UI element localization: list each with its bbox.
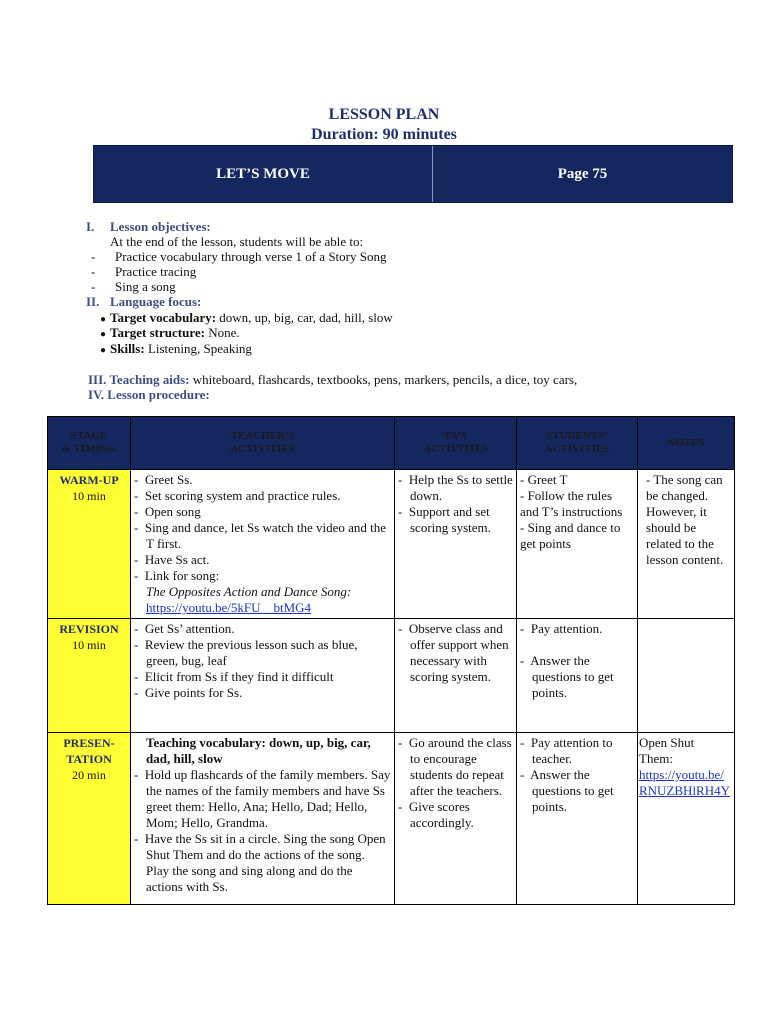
table-row-revision xyxy=(48,619,735,733)
revision-ta: - Observe class and offer support when necessary with scoring system. xyxy=(395,619,517,733)
notes-song-link[interactable]: https://youtu.be/RNUZBHlRH4Y xyxy=(639,767,731,798)
procedure-heading: IV. Lesson procedure: xyxy=(88,387,210,402)
header-notes: NOTES xyxy=(638,417,735,470)
language-heading: II. Language focus: xyxy=(86,294,202,309)
duration-title: Duration: 90 minutes xyxy=(311,126,457,143)
presentation-notes: Open Shut Them: https://youtu.be/RNUZBHlRH4Y xyxy=(638,733,735,905)
unit-name: LET’S MOVE xyxy=(94,146,433,202)
song-link[interactable]: https://youtu.be/5kFU__btMG4 xyxy=(146,600,312,615)
bullet-icon: ● xyxy=(100,345,107,356)
header-ta: TA’S ACTIVITIES xyxy=(395,417,517,470)
bullet-icon: ● xyxy=(100,329,107,340)
teaching-aids: III. Teaching aids: whiteboard, flashcards, textbooks, pens, markers, pencils, a dice, toy cars, xyxy=(88,372,578,387)
objective-item: - Sing a song xyxy=(91,279,176,294)
warmup-ta: - Help the Ss to settle down. - Support and set scoring system. xyxy=(395,470,517,619)
language-skills: ● Skills: Listening, Speaking xyxy=(100,341,252,356)
bullet-icon: ● xyxy=(100,314,107,325)
presentation-teacher: Teaching vocabulary: down, up, big, car, dad, hill, slow - Hold up flashcards of the family members. Say the names of the family members and have Ss greet them: Hello, Ana; Hello, Dad; Hello, Mom; Hello, Grandma. - Have the Ss sit in a circle. Sing the song Open Shut Them and do the actions of the song. Play the song and sing along and do the actions with Ss. xyxy=(131,733,395,905)
warmup-notes: - The song can be changed. However, it should be related to the lesson content. xyxy=(638,470,735,619)
revision-notes xyxy=(638,619,735,733)
header-teacher: TEACHER’S ACTIVITIES xyxy=(131,417,395,470)
language-vocab: ● Target vocabulary: down, up, big, car, dad, hill, slow xyxy=(100,310,393,325)
unit-page: Page 75 xyxy=(557,165,608,182)
table-header-row xyxy=(48,417,735,470)
presentation-students: - Pay attention to teacher. - Answer the questions to get points. xyxy=(517,733,638,905)
revision-students: - Pay attention. - Answer the questions to get points. xyxy=(517,619,638,733)
warmup-teacher: - Greet Ss. - Set scoring system and practice rules. - Open song - Sing and dance, let Ss watch the video and the T first. - Have Ss act. - Link for song: The Opposites Action and Dance Song: https://youtu.be/5kFU__btMG4 xyxy=(131,470,395,619)
objectives-heading: I. Lesson objectives: xyxy=(86,219,211,234)
table-row-warmup xyxy=(48,470,735,619)
warmup-students: - Greet T - Follow the rules and T’s instructions - Sing and dance to get points xyxy=(517,470,638,619)
unit-banner xyxy=(93,145,733,203)
objectives-intro: At the end of the lesson, students will be able to: xyxy=(110,234,364,249)
revision-teacher: - Get Ss’ attention. - Review the previous lesson such as blue, green, bug, leaf - Elicit from Ss if they find it difficult - Give points for Ss. xyxy=(131,619,395,733)
objective-item: - Practice vocabulary through verse 1 of a Story Song xyxy=(91,249,387,264)
language-structure: ● Target structure: None. xyxy=(100,325,240,340)
header-students: STUDENTS’ ACTIVITIES xyxy=(517,417,638,470)
stage-presentation: PRESEN-TATION 20 min xyxy=(48,733,131,905)
page-title: LESSON PLAN xyxy=(328,106,440,123)
objective-item: - Practice tracing xyxy=(91,264,197,279)
header-stage: STAGE & TIMING xyxy=(48,417,131,470)
procedure-table xyxy=(47,416,735,905)
table-row-presentation xyxy=(48,733,735,905)
stage-warmup: WARM-UP 10 min xyxy=(48,470,131,619)
presentation-ta: - Go around the class to encourage students do repeat after the teachers. - Give scores accordingly. xyxy=(395,733,517,905)
stage-revision: REVISION 10 min xyxy=(48,619,131,733)
